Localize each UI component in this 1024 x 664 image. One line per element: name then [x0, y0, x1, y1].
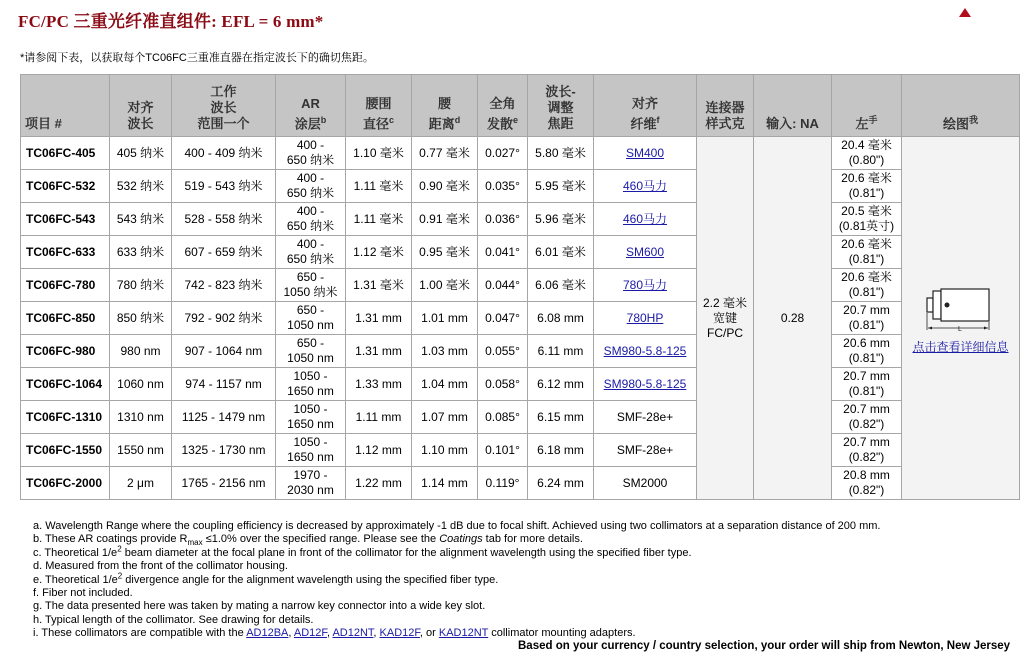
cell-divergence: 0.055° [478, 335, 528, 368]
footnote-c: c. Theoretical $1/e^2$ beam diameter at the focal plane in front of the collimator for the alignment wavelength using the specified fiber type. [33, 544, 692, 559]
footnote-e: e. Theoretical $1/e^2$ divergence angle for the alignment wavelength using the specified fiber type. [33, 570, 499, 586]
header-working-range: 工作 波长 范围一个 [172, 75, 276, 137]
drawing-length-label: L [957, 325, 962, 333]
fiber-link[interactable]: 460马力 [622, 178, 668, 193]
cell-align-wavelength: 532 纳米 [110, 170, 172, 203]
cell-waist-distance: 0.91 毫米 [412, 203, 478, 236]
cell-ar-coating: 1050 - 1650 nm [276, 434, 346, 467]
table-header-row [21, 75, 1020, 137]
cell-divergence: 0.047° [478, 302, 528, 335]
cell-item-number: TC06FC-1310 [21, 401, 110, 434]
cell-waist-distance: 0.95 毫米 [412, 236, 478, 269]
cell-align-wavelength: 633 纳米 [110, 236, 172, 269]
header-drawing: 绘图$^我$ [902, 75, 1020, 137]
cell-waist-diameter: 1.31 mm [346, 302, 412, 335]
cell-divergence: 0.035° [478, 170, 528, 203]
cell-working-range: 528 - 558 纳米 [172, 203, 276, 236]
cell-divergence: 0.044° [478, 269, 528, 302]
footnote-i: i. These collimators are compatible with the AD12BA, AD12F, AD12NT, KAD12F, or KAD12NT collimator mounting adapters. [33, 627, 636, 640]
cell-focal-length: 6.24 mm [528, 467, 594, 500]
cell-length: 20.7 mm (0.81") [832, 302, 902, 335]
cell-length: 20.4 毫米 (0.80") [832, 137, 902, 170]
cell-fiber [594, 170, 697, 203]
shipping-notice: Based on your currency / country selection, your order will ship from Newton, New Jersey [518, 640, 1011, 652]
fiber-link[interactable]: SM400 [625, 145, 665, 160]
cell-waist-diameter: 1.12 毫米 [346, 236, 412, 269]
cell-focal-length: 6.01 毫米 [528, 236, 594, 269]
cell-length: 20.6 毫米 (0.81") [832, 170, 902, 203]
header-fiber: 对齐 纤维$^f$ [594, 75, 697, 137]
cell-divergence: 0.085° [478, 401, 528, 434]
cell-align-wavelength: 780 纳米 [110, 269, 172, 302]
cell-ar-coating: 650 - 1050 nm [276, 302, 346, 335]
cell-ar-coating: 650 - 1050 nm [276, 335, 346, 368]
fiber-link[interactable]: SM600 [625, 244, 665, 259]
cell-length: 20.6 毫米 (0.81") [832, 269, 902, 302]
cell-focal-length: 6.08 mm [528, 302, 594, 335]
adapter-link-ad12ba[interactable]: AD12BA [246, 627, 289, 640]
cell-focal-length: 6.12 mm [528, 368, 594, 401]
cell-ar-coating: 400 - 650 纳米 [276, 137, 346, 170]
cell-fiber [594, 335, 697, 368]
cell-working-range: 792 - 902 纳米 [172, 302, 276, 335]
cell-drawing [902, 137, 1020, 500]
cell-item-number: TC06FC-543 [21, 203, 110, 236]
cell-divergence: 0.119° [478, 467, 528, 500]
footnotes [33, 520, 880, 641]
cell-waist-distance: 1.10 mm [412, 434, 478, 467]
cell-ar-coating: 650 - 1050 纳米 [276, 269, 346, 302]
cell-fiber: SM2000 [594, 467, 697, 500]
cell-ar-coating: 1050 - 1650 nm [276, 368, 346, 401]
table-note: *请参阅下表，以获取每个TC06FC三重准直器在指定波长下的确切焦距。 [20, 52, 374, 64]
cell-waist-diameter: 1.22 mm [346, 467, 412, 500]
cell-item-number: TC06FC-850 [21, 302, 110, 335]
adapter-link-kad12nt[interactable]: KAD12NT [438, 627, 489, 640]
cell-ar-coating: 400 - 650 纳米 [276, 236, 346, 269]
cell-waist-diameter: 1.11 mm [346, 401, 412, 434]
footnote-g: g. The data presented here was taken by mating a narrow key connector into a wide key slot. [33, 600, 486, 613]
header-focal-length: 波长- 调整 焦距 [528, 75, 594, 137]
fiber-link[interactable]: 780马力 [622, 277, 668, 292]
cell-divergence: 0.101° [478, 434, 528, 467]
cell-item-number: TC06FC-980 [21, 335, 110, 368]
cell-fiber [594, 368, 697, 401]
table-row [21, 434, 1020, 467]
cell-align-wavelength: 543 纳米 [110, 203, 172, 236]
table-row [21, 467, 1020, 500]
header-length: 左$^手$ [832, 75, 902, 137]
cell-focal-length: 5.95 毫米 [528, 170, 594, 203]
cell-waist-distance: 1.07 mm [412, 401, 478, 434]
cell-focal-length: 6.18 mm [528, 434, 594, 467]
page-title: FC/PC 三重光纤准直组件: EFL = 6 mm* [18, 12, 324, 31]
cell-item-number: TC06FC-780 [21, 269, 110, 302]
header-connector: 连接器 样式克 [697, 75, 754, 137]
cell-waist-distance: 1.00 毫米 [412, 269, 478, 302]
cell-focal-length: 5.96 毫米 [528, 203, 594, 236]
cell-waist-diameter: 1.12 mm [346, 434, 412, 467]
cell-align-wavelength: 405 纳米 [110, 137, 172, 170]
cell-working-range: 1765 - 2156 nm [172, 467, 276, 500]
table-row [21, 335, 1020, 368]
cell-working-range: 1125 - 1479 nm [172, 401, 276, 434]
header-item: 项目 # [21, 75, 110, 137]
cell-align-wavelength: 2 μm [110, 467, 172, 500]
cell-working-range: 907 - 1064 nm [172, 335, 276, 368]
cell-align-wavelength: 1310 nm [110, 401, 172, 434]
drawing-details-link[interactable]: 点击查看详细信息 [912, 339, 1009, 354]
footnote-b: b. These AR coatings provide $R_{max} \le 1.0\%$ over the specified range. Please see the Coatings tab for more details. [33, 533, 583, 548]
cell-length: 20.6 mm (0.81") [832, 335, 902, 368]
table-row [21, 170, 1020, 203]
cell-working-range: 974 - 1157 nm [172, 368, 276, 401]
cell-waist-distance: 0.77 毫米 [412, 137, 478, 170]
cell-ar-coating: 400 - 650 纳米 [276, 170, 346, 203]
footnote-d: d. Measured from the front of the collimator housing. [33, 560, 288, 573]
cell-focal-length: 6.06 毫米 [528, 269, 594, 302]
cell-fiber [594, 203, 697, 236]
cell-waist-diameter: 1.31 毫米 [346, 269, 412, 302]
fiber-link[interactable]: SM980-5.8-125 [603, 376, 687, 391]
table-row [21, 269, 1020, 302]
adapter-link-ad12f[interactable]: AD12F [293, 627, 327, 640]
table-row [21, 236, 1020, 269]
footnote-f: f. Fiber not included. [33, 587, 133, 600]
table-row [21, 368, 1020, 401]
cell-divergence: 0.058° [478, 368, 528, 401]
cell-waist-diameter: 1.31 mm [346, 335, 412, 368]
cell-ar-coating: 1050 - 1650 nm [276, 401, 346, 434]
cell-connector: 2.2 毫米 宽键 FC/PC [697, 137, 754, 500]
cell-waist-distance: 1.01 mm [412, 302, 478, 335]
header-waist-diameter: 腰围 直径$^c$ [346, 75, 412, 137]
cell-working-range: 607 - 659 纳米 [172, 236, 276, 269]
header-ar-coating: AR 涂层$^b$ [276, 75, 346, 137]
cell-fiber [594, 236, 697, 269]
cell-waist-diameter: 1.10 毫米 [346, 137, 412, 170]
adapter-link-kad12f[interactable]: KAD12F [379, 627, 420, 640]
cell-focal-length: 6.11 mm [528, 335, 594, 368]
cell-item-number: TC06FC-532 [21, 170, 110, 203]
cell-waist-distance: 1.03 mm [412, 335, 478, 368]
cell-working-range: 742 - 823 纳米 [172, 269, 276, 302]
cell-divergence: 0.041° [478, 236, 528, 269]
cell-length: 20.5 毫米 (0.81英寸) [832, 203, 902, 236]
cell-fiber: SMF-28e+ [594, 401, 697, 434]
cell-working-range: 519 - 543 纳米 [172, 170, 276, 203]
header-divergence: 全角 发散$^e$ [478, 75, 528, 137]
table-row [21, 203, 1020, 236]
cell-fiber [594, 302, 697, 335]
header-na: 输入: NA [754, 75, 832, 137]
cell-divergence: 0.036° [478, 203, 528, 236]
collimator-drawing-icon[interactable] [921, 282, 1001, 334]
adapter-link-ad12nt[interactable]: AD12NT [332, 627, 374, 640]
cell-fiber [594, 137, 697, 170]
footnote-a: a. Wavelength Range where the coupling efficiency is decreased by approximately -1 dB due to focal shift. Achieved using two collimators at a separation distance of 200 mm. [33, 520, 881, 532]
footnote-h: h. Typical length of the collimator. See drawing for details. [33, 613, 314, 626]
table-row [21, 401, 1020, 434]
cell-length: 20.7 mm (0.82") [832, 434, 902, 467]
cell-ar-coating: 1970 - 2030 nm [276, 467, 346, 500]
fiber-link[interactable]: 780HP [626, 310, 664, 325]
header-align-wavelength: 对齐 波长 [110, 75, 172, 137]
cell-working-range: 1325 - 1730 nm [172, 434, 276, 467]
cell-divergence: 0.027° [478, 137, 528, 170]
cell-fiber: SMF-28e+ [594, 434, 697, 467]
cell-item-number: TC06FC-2000 [21, 467, 110, 500]
fiber-link[interactable]: 460马力 [622, 211, 668, 226]
cell-waist-diameter: 1.11 毫米 [346, 203, 412, 236]
cell-fiber [594, 269, 697, 302]
cell-waist-diameter: 1.11 毫米 [346, 170, 412, 203]
cell-waist-distance: 0.90 毫米 [412, 170, 478, 203]
fiber-link[interactable]: SM980-5.8-125 [603, 343, 687, 358]
cell-length: 20.6 毫米 (0.81") [832, 236, 902, 269]
cell-item-number: TC06FC-1550 [21, 434, 110, 467]
cell-length: 20.7 mm (0.82") [832, 401, 902, 434]
cell-item-number: TC06FC-633 [21, 236, 110, 269]
cell-waist-distance: 1.14 mm [412, 467, 478, 500]
cell-align-wavelength: 980 nm [110, 335, 172, 368]
cell-align-wavelength: 1550 nm [110, 434, 172, 467]
cell-waist-diameter: 1.33 mm [346, 368, 412, 401]
cell-align-wavelength: 1060 nm [110, 368, 172, 401]
table-row [21, 302, 1020, 335]
cell-length: 20.7 mm (0.81") [832, 368, 902, 401]
cell-item-number: TC06FC-405 [21, 137, 110, 170]
cell-focal-length: 5.80 毫米 [528, 137, 594, 170]
cell-length: 20.8 mm (0.82") [832, 467, 902, 500]
header-waist-distance: 腰 距离$^d$ [412, 75, 478, 137]
cell-item-number: TC06FC-1064 [21, 368, 110, 401]
collimator-spec-table [20, 74, 1020, 500]
cell-waist-distance: 1.04 mm [412, 368, 478, 401]
cell-align-wavelength: 850 纳米 [110, 302, 172, 335]
cell-ar-coating: 400 - 650 纳米 [276, 203, 346, 236]
cell-working-range: 400 - 409 纳米 [172, 137, 276, 170]
cell-focal-length: 6.15 mm [528, 401, 594, 434]
back-to-top-arrow-icon[interactable] [959, 8, 971, 17]
cell-na: 0.28 [754, 137, 832, 500]
table-row [21, 137, 1020, 170]
